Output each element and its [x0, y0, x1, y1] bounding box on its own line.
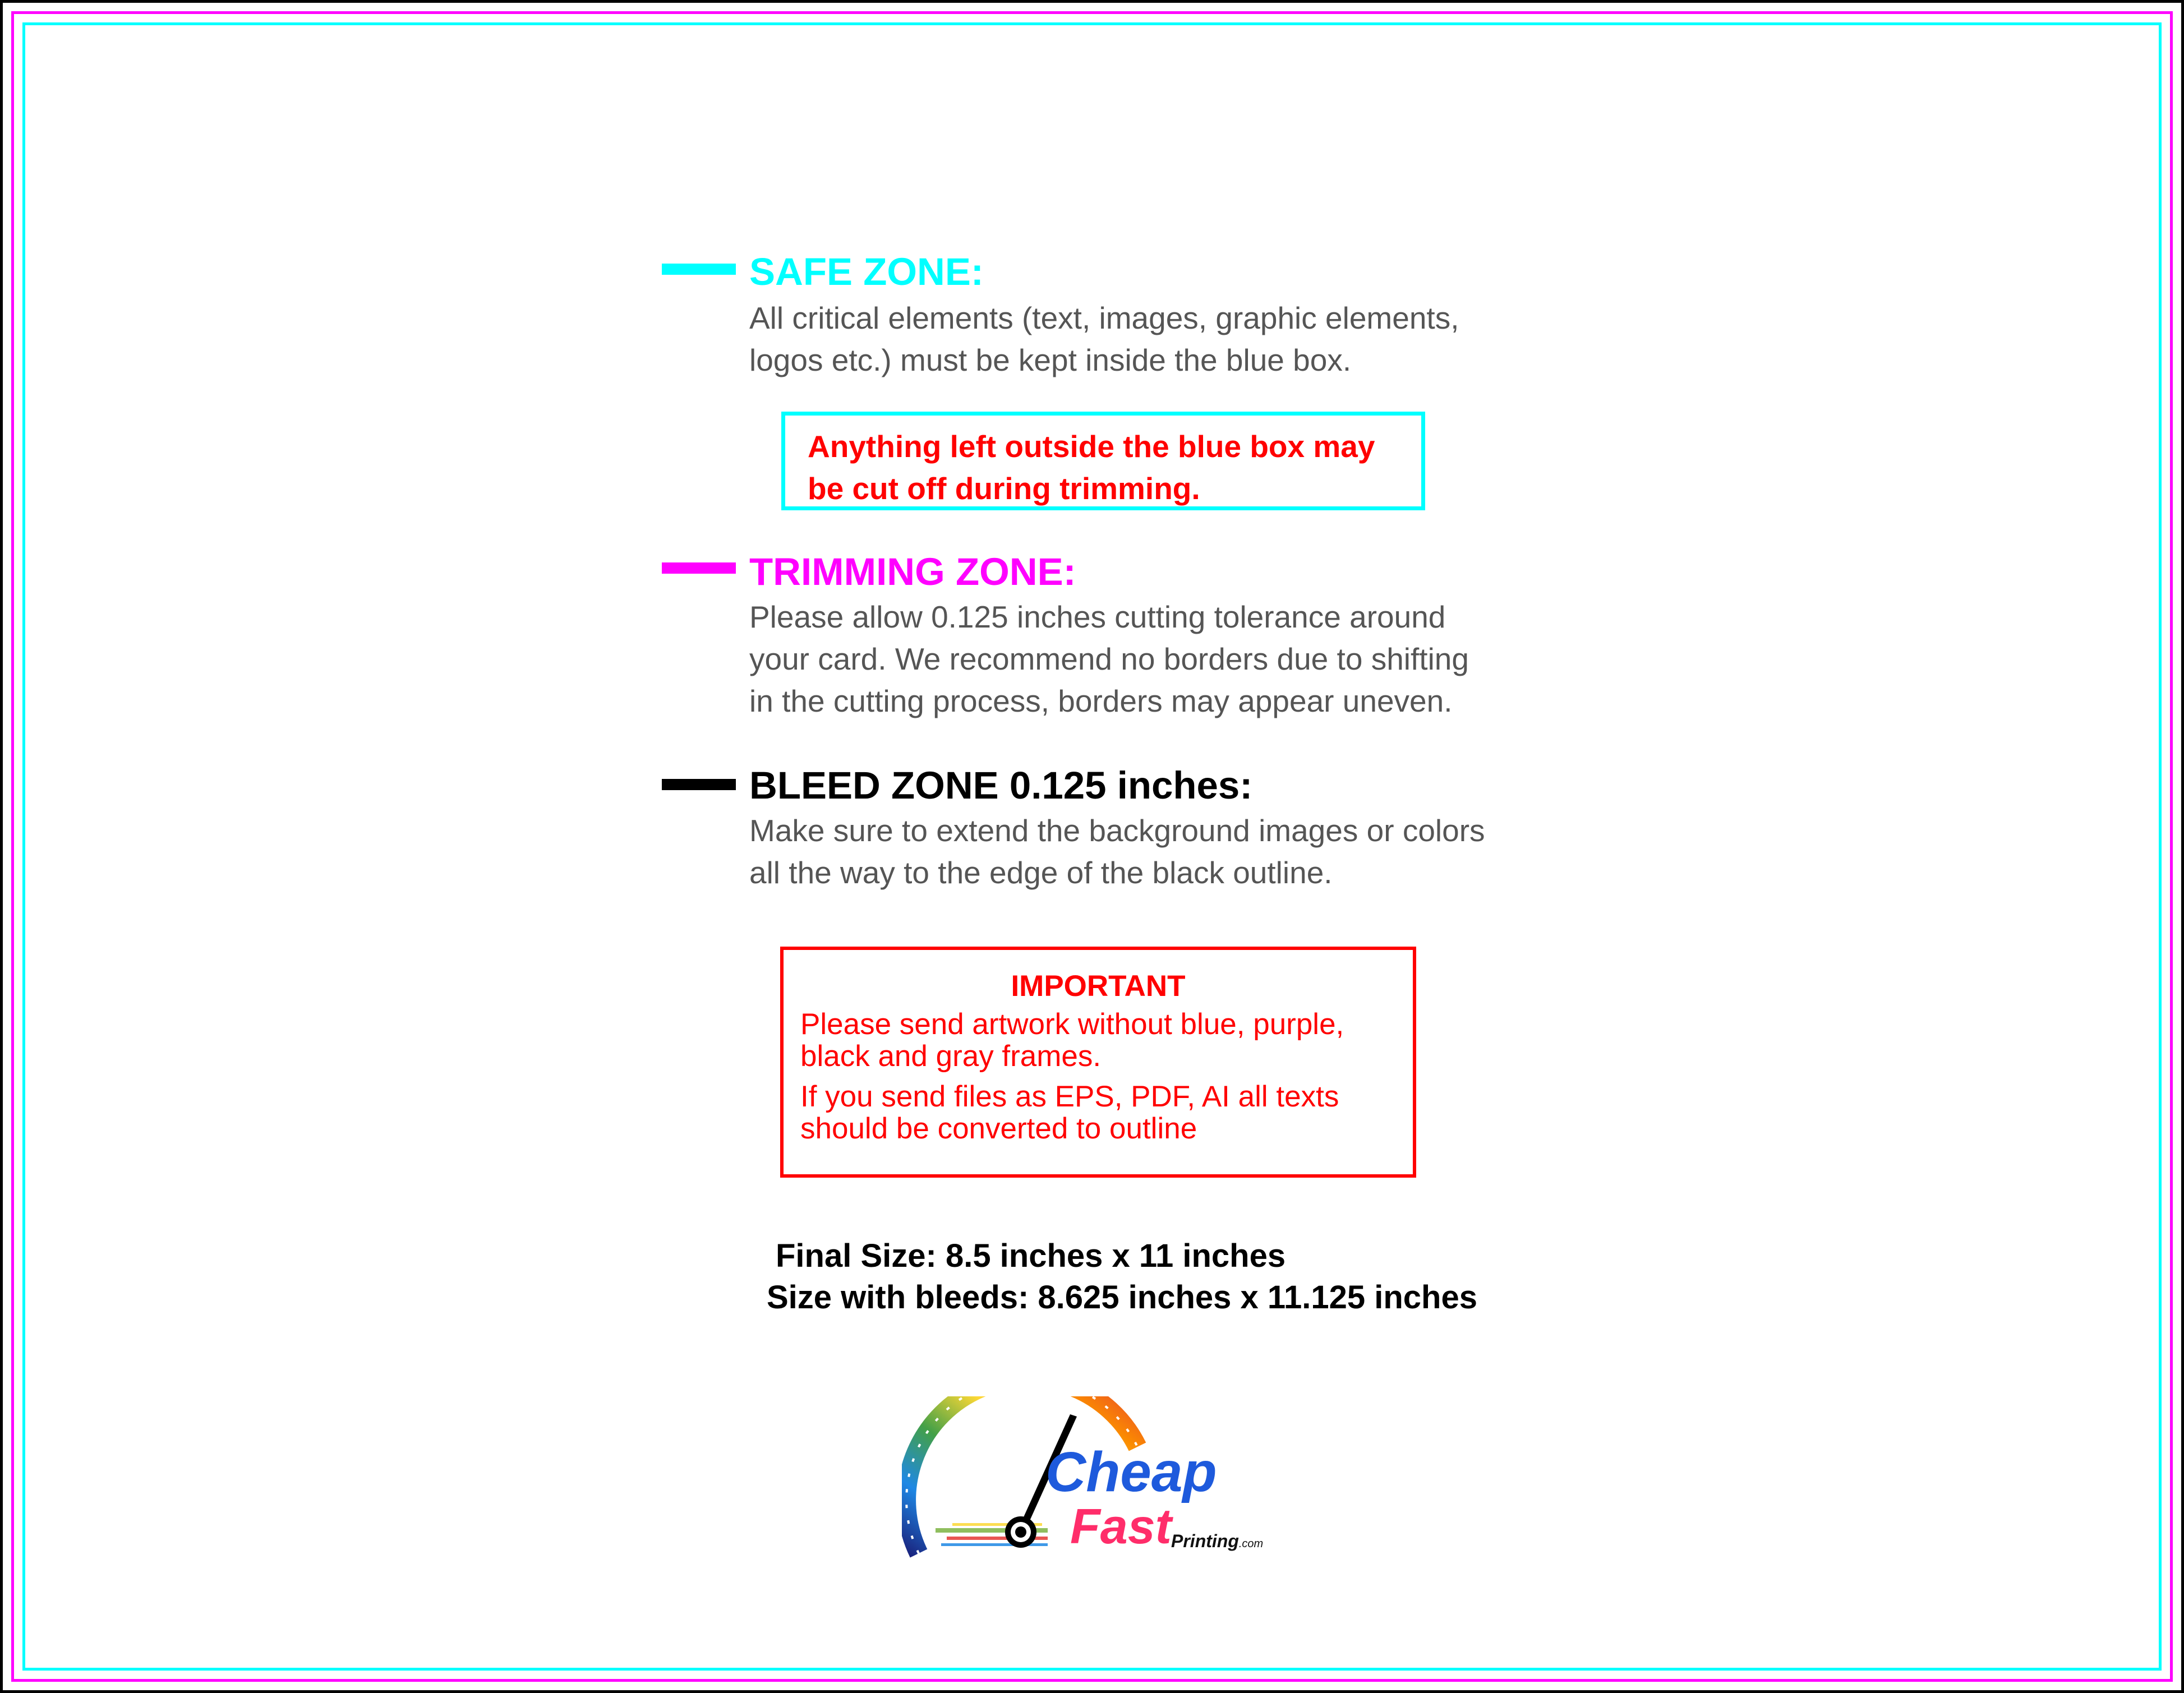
safe-zone-title: SAFE ZONE: — [749, 250, 984, 293]
company-logo — [902, 1396, 1294, 1565]
trimming-zone-title: TRIMMING ZONE: — [749, 550, 1076, 593]
safe-zone-swatch — [662, 264, 736, 275]
logo-printing-text: Printing — [1171, 1531, 1239, 1551]
important-line: black and gray frames. — [800, 1040, 1102, 1073]
safe-zone-warning-line: be cut off during trimming. — [808, 471, 1200, 506]
safe-zone-line: logos etc.) must be kept inside the blue box. — [749, 343, 1352, 377]
important-line: If you send files as EPS, PDF, AI all texts — [800, 1080, 1339, 1113]
bleed-zone-title: BLEED ZONE 0.125 inches: — [749, 764, 1253, 807]
safe-zone-warning-box — [781, 412, 1425, 510]
trimming-zone-line: your card. We recommend no borders due to shifting — [749, 642, 1469, 676]
important-line: Please send artwork without blue, purple, — [800, 1008, 1344, 1041]
logo-word-printing — [1171, 1532, 1263, 1550]
trimming-zone-swatch — [662, 562, 736, 574]
final-size-text: Final Size: 8.5 inches x 11 inches — [776, 1238, 1286, 1274]
bleed-zone-swatch — [662, 779, 736, 790]
important-title: IMPORTANT — [1011, 970, 1186, 1003]
trimming-zone-line: Please allow 0.125 inches cutting tolerance around — [749, 599, 1446, 634]
important-notice-text — [800, 1008, 1344, 1145]
important-line: should be converted to outline — [800, 1112, 1197, 1145]
bleed-zone-description — [749, 810, 1485, 894]
bleed-zone-line: all the way to the edge of the black outline. — [749, 855, 1333, 890]
important-notice-box — [780, 947, 1416, 1178]
bleed-zone-line: Make sure to extend the background images or colors — [749, 813, 1485, 848]
logo-word-fast: Fast — [1070, 1498, 1172, 1554]
safe-zone-warning-line: Anything left outside the blue box may — [808, 429, 1375, 464]
trimming-zone-description — [749, 596, 1469, 722]
logo-word-cheap: Cheap — [1045, 1441, 1217, 1503]
size-with-bleeds-text: Size with bleeds: 8.625 inches x 11.125 inches — [767, 1279, 1477, 1316]
trimming-zone-line: in the cutting process, borders may appear uneven. — [749, 684, 1453, 718]
safe-zone-description — [749, 297, 1459, 381]
logo-suffix-text: .com — [1238, 1538, 1264, 1550]
safe-zone-line: All critical elements (text, images, graphic elements, — [749, 301, 1459, 335]
